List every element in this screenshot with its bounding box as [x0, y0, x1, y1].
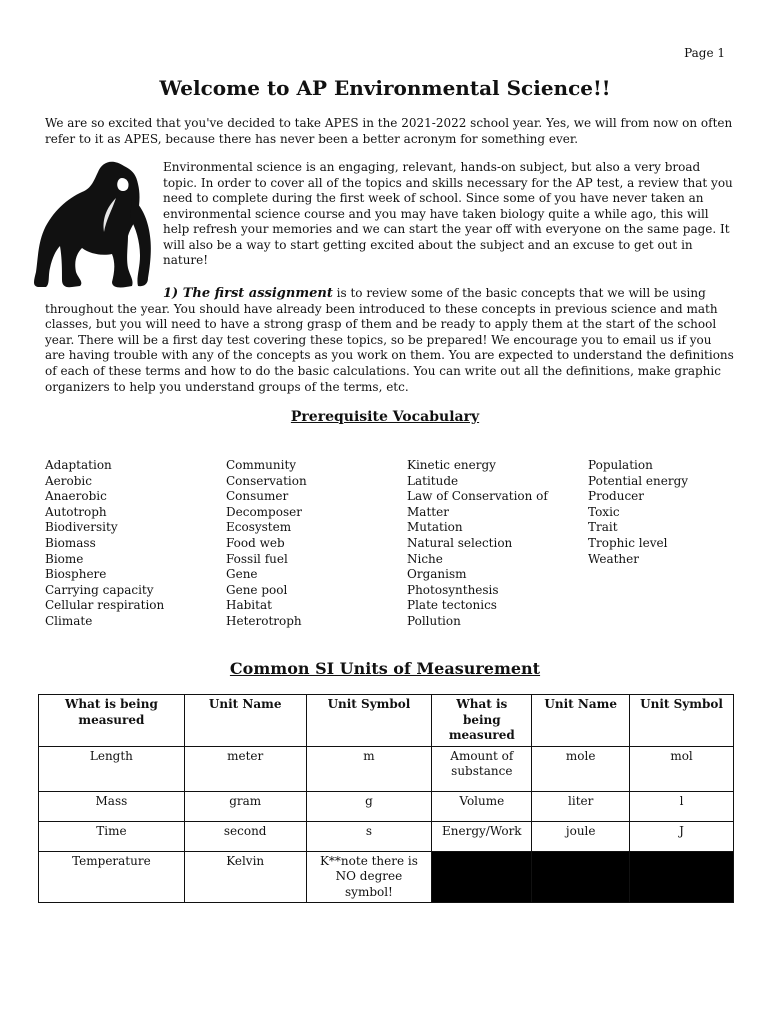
table-cell: s — [306, 821, 432, 851]
blacked-out-cell — [630, 851, 734, 903]
vocab-term: Population — [588, 458, 653, 472]
environmental-science-paragraph: Environmental science is an engaging, relevant, hands-on subject, but also a very broad topic. In order to cover all of the topics and skills necessary for the AP test, a review that you need to complete during the first week of school. Since some of you have never taken an environmental science course and you may have taken biology quite a while ago, this will help refresh your memories and we can start the year off with everyone on the same page. It will also be a way to start getting excited about the subject and an excuse to get out in nature! — [163, 160, 733, 267]
vocab-term: Community — [226, 458, 297, 472]
table-cell: joule — [532, 821, 630, 851]
table-cell: Time — [39, 821, 185, 851]
si-units-table — [38, 694, 734, 903]
table-cell: Amount of substance — [432, 746, 532, 791]
vocab-term: Biodiversity — [45, 520, 118, 535]
table-row — [39, 746, 734, 791]
table-cell: mol — [630, 746, 734, 791]
intro-paragraph: We are so excited that you've decided to take APES in the 2021-2022 school year. Yes, we will from now on often refer to it as APES, because there has never been a better acronym for something ever. — [45, 116, 733, 146]
vocab-term: Gene — [226, 567, 258, 582]
vocab-term: Autotroph — [45, 504, 107, 519]
vocab-term: Aerobic — [45, 473, 92, 488]
header-cell: What is being measured — [39, 695, 185, 747]
table-cell: Volume — [432, 791, 532, 821]
vocab-term: Weather — [588, 551, 639, 566]
table-cell: Kelvin — [184, 851, 306, 903]
header-cell: Unit Name — [532, 695, 630, 747]
vocab-term: Climate — [45, 613, 93, 628]
table-row — [39, 791, 734, 821]
table-row — [39, 821, 734, 851]
vocab-term: Conservation — [226, 473, 307, 488]
table-cell: Temperature — [39, 851, 185, 903]
vocab-term: Producer — [588, 489, 645, 504]
vocab-term: Heterotroph — [226, 613, 302, 628]
assignment-body: is to review some of the basic concepts that we will be using throughout the year. You should have already been introduced to these concepts in previous science and math classes, but you will need to have a strong grasp of them and be ready to apply them at the start of the school year. There will be a first day test covering these topics, so be prepared! We encourage you to email us if you are having trouble with any of the concepts as you work on them. You are expected to understand the definitions of each of these terms and how to do the basic calculations. You can write out all the definitions, make graphic organizers to help you understand groups of the terms, etc. — [45, 286, 734, 394]
vocab-term: Matter — [407, 504, 449, 519]
table-cell: second — [184, 821, 306, 851]
gorilla-illustration — [32, 158, 160, 290]
vocab-term: Photosynthesis — [407, 582, 499, 597]
vocab-term: Fossil fuel — [226, 551, 288, 566]
vocab-term: Decomposer — [226, 504, 302, 519]
table-cell: Energy/Work — [432, 821, 532, 851]
vocab-term: Pollution — [407, 613, 461, 628]
vocab-term: Trophic level — [588, 535, 668, 550]
vocab-term: Law of Conservation of — [407, 489, 548, 504]
vocab-term: Anaerobic — [45, 489, 107, 504]
vocab-term: Plate tectonics — [407, 598, 497, 613]
vocab-term: Adaptation — [45, 458, 112, 472]
vocab-term: Gene pool — [226, 582, 288, 597]
vocab-term: Potential energy — [588, 473, 689, 488]
vocab-term: Biome — [45, 551, 84, 566]
vocab-term: Toxic — [588, 504, 620, 519]
header-cell: Unit Name — [184, 695, 306, 747]
vocab-term: Kinetic energy — [407, 458, 496, 472]
vocab-term: Cellular respiration — [45, 598, 165, 613]
vocabulary-title: Prerequisite Vocabulary — [290, 409, 480, 425]
table-header-row — [39, 695, 734, 747]
vocab-term: Latitude — [407, 473, 459, 488]
vocab-term: Natural selection — [407, 535, 513, 550]
table-cell: gram — [184, 791, 306, 821]
vocab-term: Habitat — [226, 598, 272, 613]
vocab-column-1 — [45, 458, 164, 630]
table-cell: K**note there is NO degree symbol! — [306, 851, 432, 903]
vocab-column-4 — [588, 458, 688, 567]
header-cell: What is being measured — [432, 695, 532, 747]
table-cell: Mass — [39, 791, 185, 821]
table-cell: m — [306, 746, 432, 791]
vocab-term: Biomass — [45, 535, 96, 550]
vocab-term: Ecosystem — [226, 520, 292, 535]
table-cell: J — [630, 821, 734, 851]
table-cell: mole — [532, 746, 630, 791]
vocab-term: Mutation — [407, 520, 463, 535]
vocab-term: Niche — [407, 551, 443, 566]
assignment-heading: 1) The first assignment — [163, 286, 333, 301]
table-cell: liter — [532, 791, 630, 821]
table-row — [39, 851, 734, 903]
vocab-term: Trait — [588, 520, 618, 535]
table-cell: l — [630, 791, 734, 821]
header-cell: Unit Symbol — [630, 695, 734, 747]
header-cell: Unit Symbol — [306, 695, 432, 747]
blacked-out-cell — [432, 851, 532, 903]
si-units-title: Common SI Units of Measurement — [229, 659, 541, 678]
vocab-term: Biosphere — [45, 567, 107, 582]
vocab-term: Carrying capacity — [45, 582, 154, 597]
page-number: Page 1 — [684, 46, 725, 60]
vocab-column-2 — [226, 458, 307, 630]
vocab-term: Organism — [407, 567, 467, 582]
page-title: Welcome to AP Environmental Science!! — [159, 76, 611, 100]
table-cell: meter — [184, 746, 306, 791]
table-cell: Length — [39, 746, 185, 791]
assignment-paragraph — [45, 286, 735, 395]
vocab-column-3 — [407, 458, 548, 630]
vocab-term: Food web — [226, 535, 285, 550]
blacked-out-cell — [532, 851, 630, 903]
vocab-term: Consumer — [226, 489, 289, 504]
table-cell: g — [306, 791, 432, 821]
